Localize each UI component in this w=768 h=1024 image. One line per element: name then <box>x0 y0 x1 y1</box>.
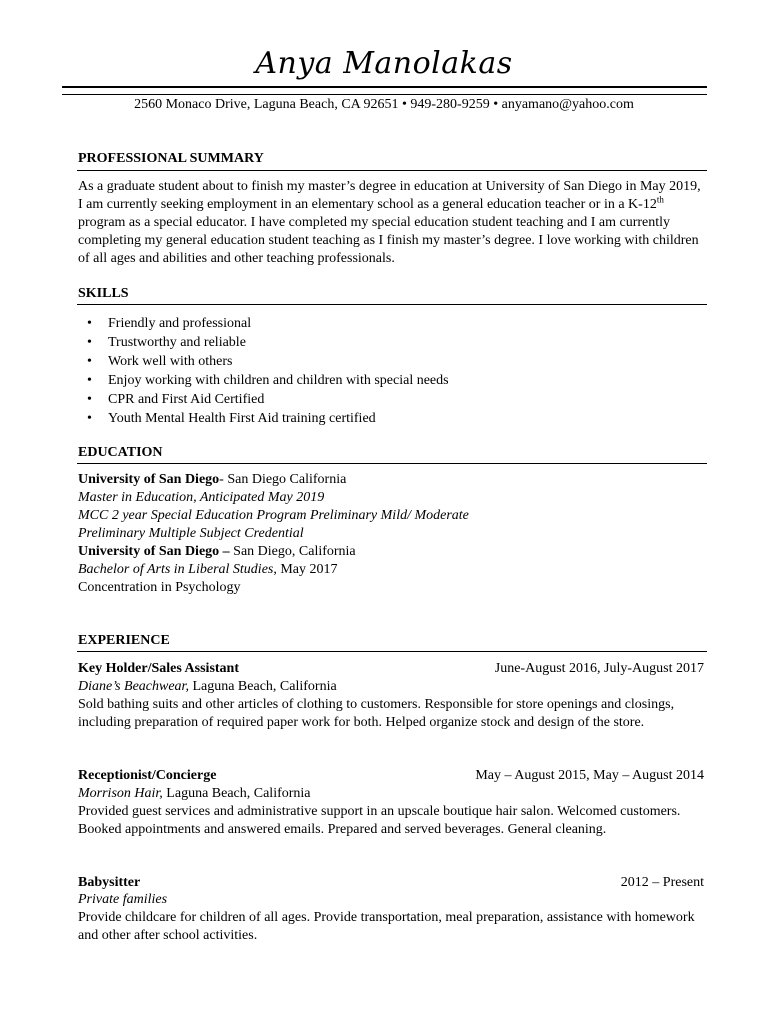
job-dates: 2012 – Present <box>620 875 704 890</box>
education-degree-1: Master in Education, Anticipated May 2019 <box>78 490 325 505</box>
skill-item: • Youth Mental Health First Aid training certified <box>87 411 376 426</box>
job-role: Babysitter <box>78 875 141 890</box>
education-degree-2: Bachelor of Arts in Liberal Studies, May 2017 <box>78 562 338 577</box>
skill-item: • Trustworthy and reliable <box>87 335 246 350</box>
candidate-name: Anya Manolakas <box>255 46 513 81</box>
education-program-1: MCC 2 year Special Education Program Preliminary Mild/ Moderate <box>78 508 469 523</box>
job-description: Provide childcare for children of all ages. Provide transportation, meal preparation, assistance with homework and other after school activities. <box>78 910 695 943</box>
job-role: Key Holder/Sales Assistant <box>78 661 240 676</box>
summary-rule <box>77 170 707 171</box>
job-employer: Morrison Hair, Laguna Beach, California <box>78 786 311 801</box>
job-dates: May – August 2015, May – August 2014 <box>475 768 704 783</box>
education-credential-1: Preliminary Multiple Subject Credential <box>78 526 304 541</box>
job-employer: Private families <box>78 892 168 907</box>
skill-item: • Work well with others <box>87 354 233 369</box>
job-employer: Diane’s Beachwear, Laguna Beach, California <box>78 679 337 694</box>
job-description: Sold bathing suits and other articles of clothing to customers. Responsible for store openings and closings, including preparation of required paper work for both. Helped organize stock and design of the store. <box>78 697 675 730</box>
job-dates: June-August 2016, July-August 2017 <box>494 661 704 676</box>
education-concentration: Concentration in Psychology <box>78 580 241 595</box>
summary-heading: PROFESSIONAL SUMMARY <box>78 151 264 166</box>
skills-heading: SKILLS <box>78 286 129 301</box>
job-role: Receptionist/Concierge <box>78 768 217 783</box>
job-description: Provided guest services and administrative support in an upscale boutique hair salon. Welcomed customers. Booked appointments and answered emails. Prepared and served beverages. General cleaning. <box>78 804 681 837</box>
skills-rule <box>77 304 707 305</box>
education-rule <box>77 463 707 464</box>
education-heading: EDUCATION <box>78 445 163 460</box>
contact-line: 2560 Monaco Drive, Laguna Beach, CA 92651 • 949-280-9259 • anyamano@yahoo.com <box>134 97 634 112</box>
experience-rule <box>77 651 707 652</box>
education-school-2: University of San Diego – San Diego, California <box>78 544 356 559</box>
summary-text: As a graduate student about to finish my master’s degree in education at University of San Diego in May 2019, I am currently seeking employment in an elementary school as a general education teacher or in a K-12th program as a special educator. I have completed my special education student teaching and I am currently completing my general education student teaching as I finish my master’s degree. I love working with children of all ages and abilities and other teaching professionals. <box>78 179 701 266</box>
header-divider <box>62 86 707 95</box>
skill-item: • Enjoy working with children and children with special needs <box>87 373 449 388</box>
experience-heading: EXPERIENCE <box>78 633 170 648</box>
skills-list <box>78 314 449 428</box>
skill-item: • CPR and First Aid Certified <box>87 392 265 407</box>
skill-item: • Friendly and professional <box>87 316 252 331</box>
education-school-1: University of San Diego- San Diego California <box>78 472 347 487</box>
